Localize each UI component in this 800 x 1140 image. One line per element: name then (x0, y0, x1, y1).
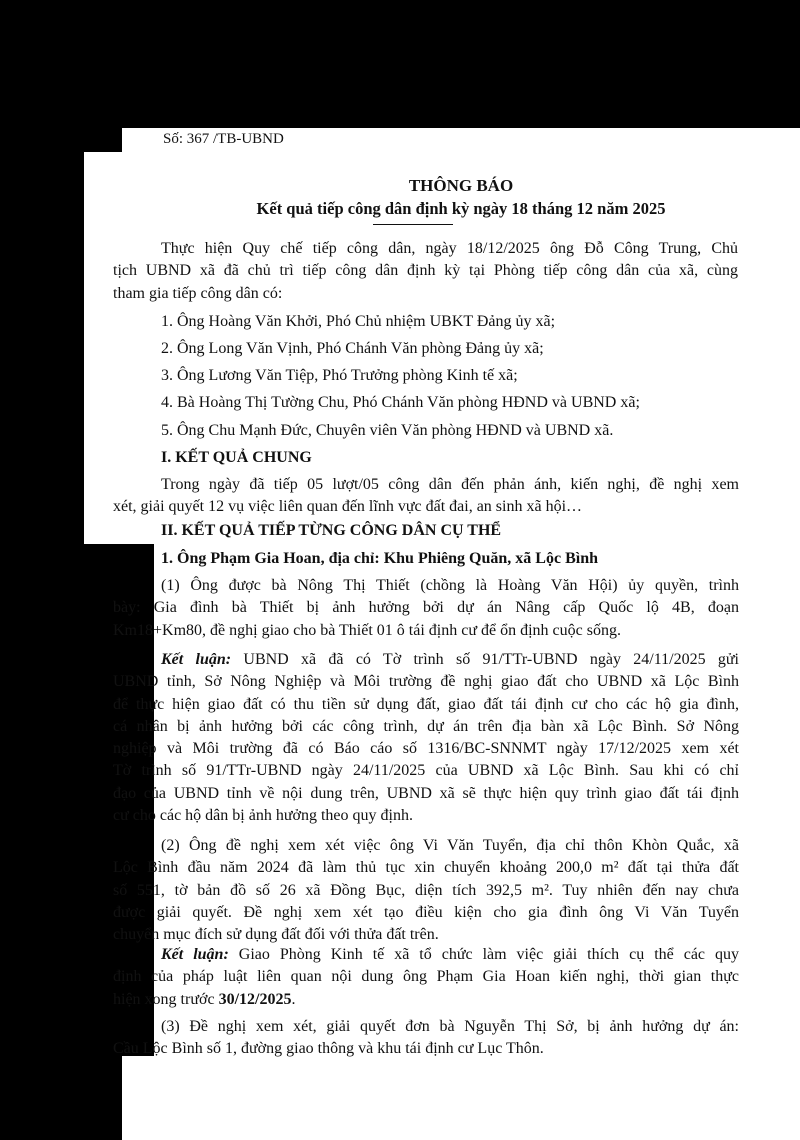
item3-paragraph (113, 1016, 739, 1061)
document-title: THÔNG BÁO (408, 176, 514, 195)
item3-line: (3) Đề nghị xem xét, giải quyết đơn bà Nguyễn Thị Sở, bị ảnh hưởng dự án: (161, 1018, 739, 1035)
conclusion1-first-text: UBND xã đã có Tờ trình số 91/TTr-UBND ngày 24/11/2025 gửi (231, 651, 739, 668)
citizen-heading: 1. Ông Phạm Gia Hoan, địa chỉ: Khu Phiêng Quăn, xã Lộc Bình (161, 550, 598, 567)
item2-line: số 551, tờ bản đồ số 26 xã Đồng Bục, diện tích 392,5 m². Tuy nhiên đến nay chưa (113, 881, 739, 899)
participant-item: 3. Ông Lương Văn Tiệp, Phó Trưởng phòng Kinh tế xã; (161, 367, 518, 384)
item2-paragraph (113, 835, 739, 946)
conclusion2-first-text: Giao Phòng Kinh tế xã tổ chức làm việc giải thích cụ thể các quy (228, 946, 740, 963)
item3-line: Cầu Lộc Bình số 1, đường giao thông và khu tái định cư Lục Thôn. (113, 1040, 544, 1058)
item1-paragraph (113, 575, 739, 642)
title-underline (373, 224, 453, 225)
participant-item: 2. Ông Long Văn Vịnh, Phó Chánh Văn phòng Đảng ủy xã; (161, 340, 544, 357)
conclusion2-line (113, 989, 739, 1011)
item1-line: Km18+Km80, đề nghị giao cho bà Thiết 01 ô tái định cư để ổn định cuộc sống. (113, 621, 621, 639)
conclusion2-line3-end: . (291, 990, 296, 1008)
participant-item: 1. Ông Hoàng Văn Khởi, Phó Chủ nhiệm UBKT Đảng ủy xã; (161, 313, 556, 330)
item1-line: (1) Ông được bà Nông Thị Thiết (chồng là Hoàng Văn Hội) ủy quyền, trình (161, 577, 739, 594)
intro-line: Thực hiện Quy chế tiếp công dân, ngày 18/12/2025 ông Đỗ Công Trung, Chủ (161, 240, 738, 257)
conclusion-label: Kết luận: (161, 651, 232, 668)
intro-line: tham gia tiếp công dân có: (113, 284, 283, 302)
deadline-date: 30/12/2025 (218, 990, 292, 1008)
conclusion1-line: để thực hiện giao đất có thu tiền sử dụng đất, giao đất tái định cư cho các hộ gia đình, (113, 695, 739, 713)
conclusion1-first-line (113, 649, 739, 671)
participant-item: 4. Bà Hoàng Thị Tường Chu, Phó Chánh Văn phòng HĐND và UBND xã; (161, 394, 640, 411)
section1-paragraph (113, 474, 739, 519)
conclusion1-line: cư cho các hộ dân bị ảnh hưởng theo quy định. (113, 807, 413, 825)
conclusion2-first-line (113, 944, 739, 966)
section1-line: Trong ngày đã tiếp 05 lượt/05 công dân đến phản ánh, kiến nghị, đề nghị xem (161, 476, 739, 493)
item2-line: được giải quyết. Đề nghị xem xét tạo điều kiện cho gia đình ông Vi Văn Tuyển (113, 903, 739, 921)
item1-line: bày: Gia đình bà Thiết bị ảnh hưởng bởi dự án Nâng cấp Quốc lộ 4B, đoạn (113, 599, 739, 617)
conclusion1-line: nghiệp và Môi trường đã có Báo cáo số 1316/BC-SNNMT ngày 17/12/2025 xem xét (113, 740, 739, 758)
conclusion2-paragraph (113, 944, 739, 1011)
conclusion1-line: Tờ trình số 91/TTr-UBND ngày 24/11/2025 của UBND xã Lộc Bình. Sau khi có chỉ (113, 762, 739, 780)
conclusion2-line: định của pháp luật liên quan nội dung ông Phạm Gia Hoan kiến nghị, thời gian thực (113, 968, 739, 986)
conclusion-label: Kết luận: (161, 946, 229, 963)
conclusion1-line: đạo của UBND tỉnh về nội dung trên, UBND xã sẽ thực hiện quy trình giao đất tái định (113, 784, 739, 802)
section-heading: II. KẾT QUẢ TIẾP TỪNG CÔNG DÂN CỤ THỂ (161, 522, 502, 539)
intro-paragraph (113, 238, 738, 305)
intro-line: tịch UBND xã đã chủ trì tiếp công dân định kỳ tại Phòng tiếp công dân của xã, cùng (113, 262, 738, 280)
item2-line: (2) Ông đề nghị xem xét việc ông Vi Văn Tuyển, địa chỉ thôn Khòn Quắc, xã (161, 837, 739, 854)
item2-line: chuyển mục đích sử dụng đất đối với thửa đất trên. (113, 926, 439, 944)
section1-line: xét, giải quyết 12 vụ việc liên quan đến lĩnh vực đất đai, an sinh xã hội… (113, 498, 583, 516)
conclusion1-line: cá nhân bị ảnh hưởng bởi các công trình, dự án trên địa bàn xã Lộc Bình. Sở Nông (113, 717, 739, 735)
document-number: Số: 367 /TB-UBND (163, 131, 284, 147)
item2-line: Lộc Bình đầu năm 2024 đã làm thủ tục xin chuyển khoảng 200,0 m² đất tại thửa đất (113, 859, 739, 877)
conclusion1-paragraph (113, 649, 739, 827)
conclusion2-line3-text: hiện xong trước (113, 990, 219, 1008)
section-heading: I. KẾT QUẢ CHUNG (161, 449, 312, 466)
conclusion1-line: UBND tỉnh, Sở Nông Nghiệp và Môi trường đề nghị giao đất cho UBND xã Lộc Bình (113, 673, 739, 691)
participant-item: 5. Ông Chu Mạnh Đức, Chuyên viên Văn phòng HĐND và UBND xã. (161, 422, 614, 439)
document-subtitle: Kết quả tiếp công dân định kỳ ngày 18 tháng 12 năm 2025 (256, 199, 666, 218)
